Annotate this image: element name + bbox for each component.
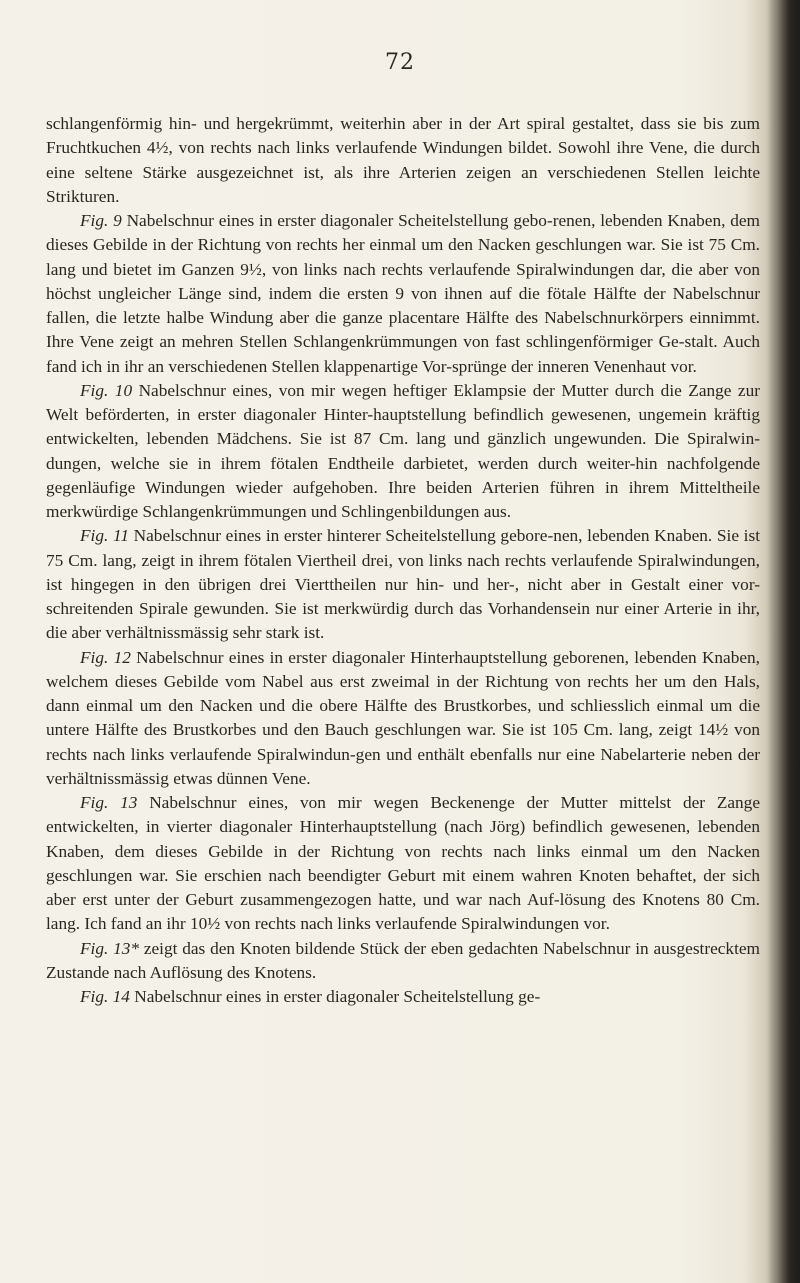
paragraph-text: Nabelschnur eines in erster diagonaler Scheitelstellung gebo-renen, lebenden Knaben, dem dieses Gebilde in der Richtung von rechts her einmal um den Nacken geschlungen war. Sie ist 75 Cm. lang und bietet im Ganzen 9½, von links nach rechts verlaufende Spiralwindungen dar, die aber von höchst ungleicher Länge sind, indem die ersten 9 von ihnen auf die fötale Hälfte der Nabelschnur fallen, die letzte halbe Windung aber die ganze placentare Hälfte des Nabelschnurkörpers einnimmt. Ihre Vene zeigt an mehren Stellen Schlangenkrümmungen von fast schlingenförmiger Ge-stalt. Auch fand ich in ihr an verschiedenen Stellen klappenartige Vor-sprünge der inneren Venenhaut vor. [46,211,760,376]
page-number: 72 [385,50,415,75]
paragraph-text: Nabelschnur eines in erster hinterer Scheitelstellung gebore-nen, lebenden Knaben. Sie ist 75 Cm. lang, zeigt in ihrem fötalen Viertheil drei, von links nach rechts verlaufende Spiralwindungen, ist hingegen in den übrigen drei Vierttheilen nur hin- und her-, nicht aber in Gestalt einer vor-schreitenden Spirale gewunden. Sie ist merkwürdig durch das Vorhandensein nur einer Arterie in ihr, die aber verhältnissmässig sehr stark ist. [46,526,760,643]
figure-label: Fig. 14 [80,987,130,1006]
figure-label: Fig. 10 [80,380,133,400]
paragraph-fig-10 [46,379,760,525]
paragraph-text: schlangenförmig hin- und hergekrümmt, weiterhin aber in der Art spiral gestaltet, dass sie bis zum Fruchtkuchen 4½, von rechts nach links verlaufende Windungen bildet. Sowohl ihre Vene, die durch eine seltene Stärke ausgezeichnet ist, als ihre Arterien zeigen an verschiedenen Stellen leichte Strikturen. [46,114,760,206]
figure-label: Fig. 13* [80,938,140,958]
paragraph-fig-9 [46,209,760,379]
paragraph-text: Nabelschnur eines, von mir wegen Beckenenge der Mutter mittelst der Zange entwickelten, in vierter diagonaler Hinterhauptstellung (nach Jörg) befindlich gewesenen, lebenden Knaben, dem dieses Gebilde in der Richtung von rechts nach links einmal um den Nacken geschlungen war. Sie erschien nach beendigter Geburt mit einem wahren Knoten behaftet, der sich aber erst unter der Geburt zusammengezogen hatte, und war nach Auf-lösung des Knotens 80 Cm. lang. Ich fand an ihr 10½ von rechts nach links verlaufende Spiralwindungen vor. [46,793,760,934]
figure-label: Fig. 13 [80,793,138,812]
paragraph-text: Nabelschnur eines, von mir wegen heftiger Eklampsie der Mutter durch die Zange zur Welt beförderten, in erster diagonaler Hinter-hauptstellung befindlich gewesenen, ungemein kräftig entwickelten, lebenden Mädchens. Sie ist 87 Cm. lang und gänzlich ungewunden. Die Spiralwin-dungen, welche sie in ihrem fötalen Endtheile darbietet, werden durch weiter-hin nachfolgende gegenläufige Windungen wieder aufgehoben. Ihre beiden Arterien führen in ihrem Mitteltheile merkwürdige Schlangenkrümmungen und Schlingenbildungen aus. [46,380,761,521]
figure-label: Fig. 9 [80,211,122,230]
paragraph-text: zeigt das den Knoten bildende Stück der eben gedachten Nabelschnur in ausgestrecktem Zustande nach Auflösung des Knotens. [46,938,760,982]
paragraph-fig-12 [46,646,760,792]
paragraph-text: Nabelschnur eines in erster diagonaler Scheitelstellung ge- [129,987,541,1006]
figure-label: Fig. 11 [80,526,129,546]
paragraph-text: Nabelschnur eines in erster diagonaler Hinterhauptstellung geborenen, lebenden Knaben, welchem dieses Gebilde vom Nabel aus erst zweimal in der Richtung von rechts her um den Hals, dann einmal um den Nacken und die obere Hälfte des Brustkorbes, und schliesslich einmal um die untere Hälfte des Brustkorbes und den Bauch geschlungen war. Sie ist 105 Cm. lang, zeigt 14½ von rechts nach links verlaufende Spiralwindun-gen und enthält ebenfalls nur eine Nabelarterie neben der verhältnissmässig etwas dünnen Vene. [46,647,761,788]
paragraph-continuation [46,112,760,209]
body-text [46,112,760,1009]
figure-label: Fig. 12 [80,647,131,667]
book-spine-shadow [766,0,800,1283]
paragraph-fig-11 [46,524,760,645]
paragraph-fig-14 [46,985,760,1009]
paragraph-fig-13-star [46,937,760,986]
paragraph-fig-13 [46,791,760,937]
